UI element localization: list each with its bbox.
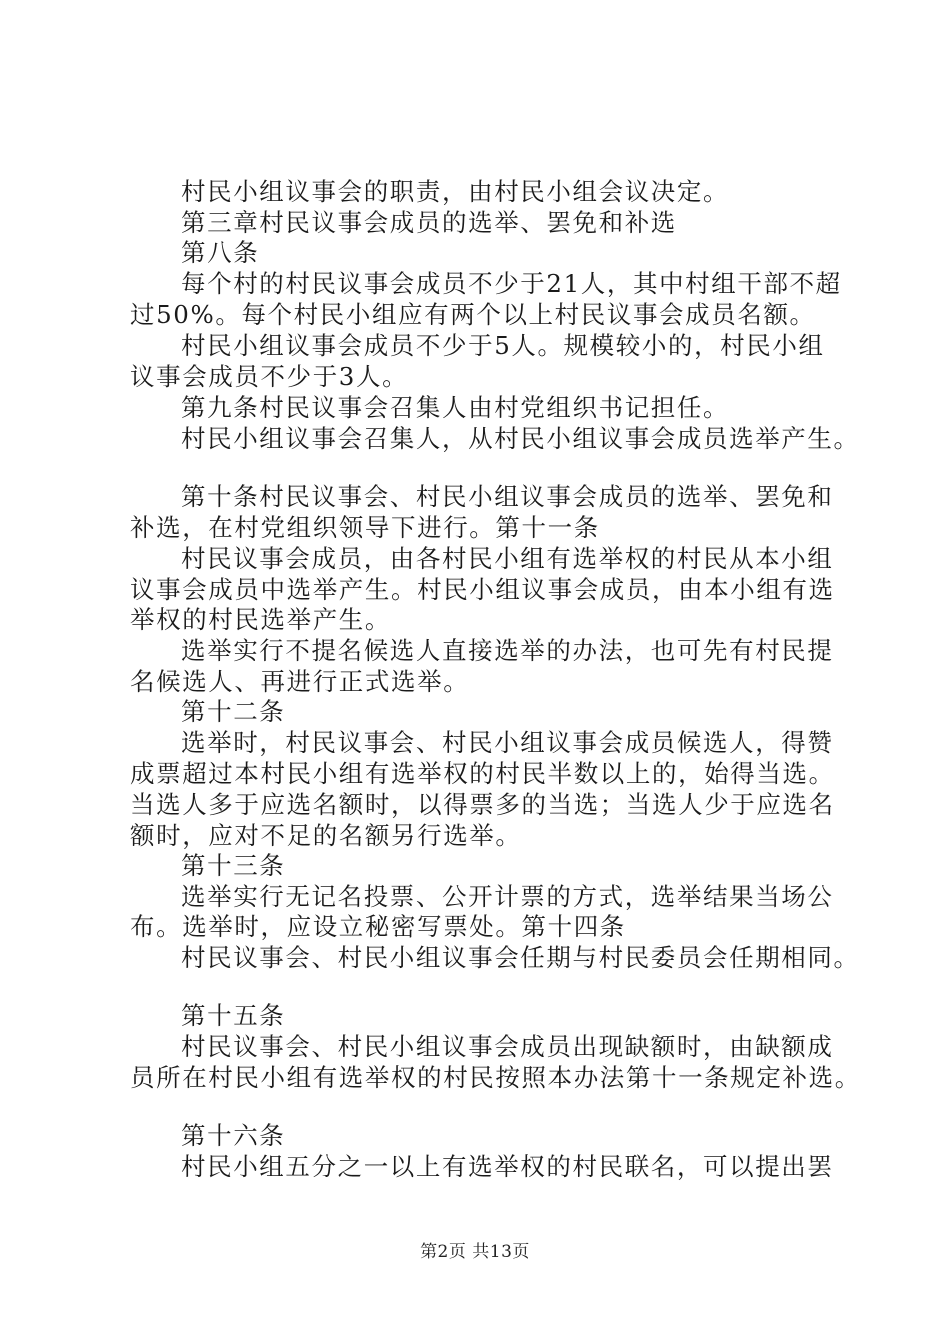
paragraph-line: 选举实行无记名投票、公开计票的方式，选举结果当场公 (181, 882, 834, 911)
paragraph-line: 村民小组议事会成员不少于5人。规模较小的，村民小组 (181, 331, 825, 360)
paragraph-line: 额时，应对不足的名额另行选举。 (130, 821, 522, 850)
paragraph-line: 补选，在村党组织领导下进行。第十一条 (130, 513, 600, 542)
paragraph-line: 议事会成员中选举产生。村民小组议事会成员，由本小组有选 (130, 575, 835, 604)
paragraph-line: 选举时，村民议事会、村民小组议事会成员候选人，得赞 (181, 728, 834, 757)
paragraph-line: 村民小组议事会召集人，从村民小组议事会成员选举产生。 (181, 424, 860, 453)
paragraph-line: 第十条村民议事会、村民小组议事会成员的选举、罢免和 (181, 482, 834, 511)
paragraph-line: 第九条村民议事会召集人由村党组织书记担任。 (181, 393, 730, 422)
article-heading: 第十二条 (181, 697, 286, 726)
paragraph-line: 村民议事会、村民小组议事会成员出现缺额时，由缺额成 (181, 1032, 834, 1061)
paragraph-line: 村民小组五分之一以上有选举权的村民联名，可以提出罢 (181, 1152, 834, 1181)
paragraph-line: 当选人多于应选名额时，以得票多的当选；当选人少于应选名 (130, 790, 835, 819)
paragraph-line: 成票超过本村民小组有选举权的村民半数以上的，始得当选。 (130, 759, 835, 788)
paragraph-line: 村民议事会成员，由各村民小组有选举权的村民从本小组 (181, 544, 834, 573)
chapter-heading: 第三章村民议事会成员的选举、罢免和补选 (181, 208, 677, 237)
paragraph-line: 名候选人、再进行正式选举。 (130, 667, 470, 696)
paragraph-line: 每个村的村民议事会成员不少于21人，其中村组干部不超 (181, 269, 842, 298)
paragraph-line: 布。选举时，应设立秘密写票处。第十四条 (130, 912, 626, 941)
article-heading: 第十五条 (181, 1001, 286, 1030)
paragraph-line: 过50%。每个村民小组应有两个以上村民议事会成员名额。 (130, 300, 816, 329)
article-heading: 第八条 (181, 238, 260, 267)
article-heading: 第十六条 (181, 1121, 286, 1150)
paragraph-line: 村民议事会、村民小组议事会任期与村民委员会任期相同。 (181, 943, 860, 972)
article-heading: 第十三条 (181, 851, 286, 880)
page-footer: 第2页 共13页 (420, 1242, 530, 1262)
paragraph-line: 举权的村民选举产生。 (130, 605, 391, 634)
paragraph-line: 议事会成员不少于3人。 (130, 362, 409, 391)
paragraph-line: 选举实行不提名候选人直接选举的办法，也可先有村民提 (181, 636, 834, 665)
paragraph-line: 村民小组议事会的职责，由村民小组会议决定。 (181, 177, 730, 206)
paragraph-line: 员所在村民小组有选举权的村民按照本办法第十一条规定补选。 (130, 1063, 861, 1092)
